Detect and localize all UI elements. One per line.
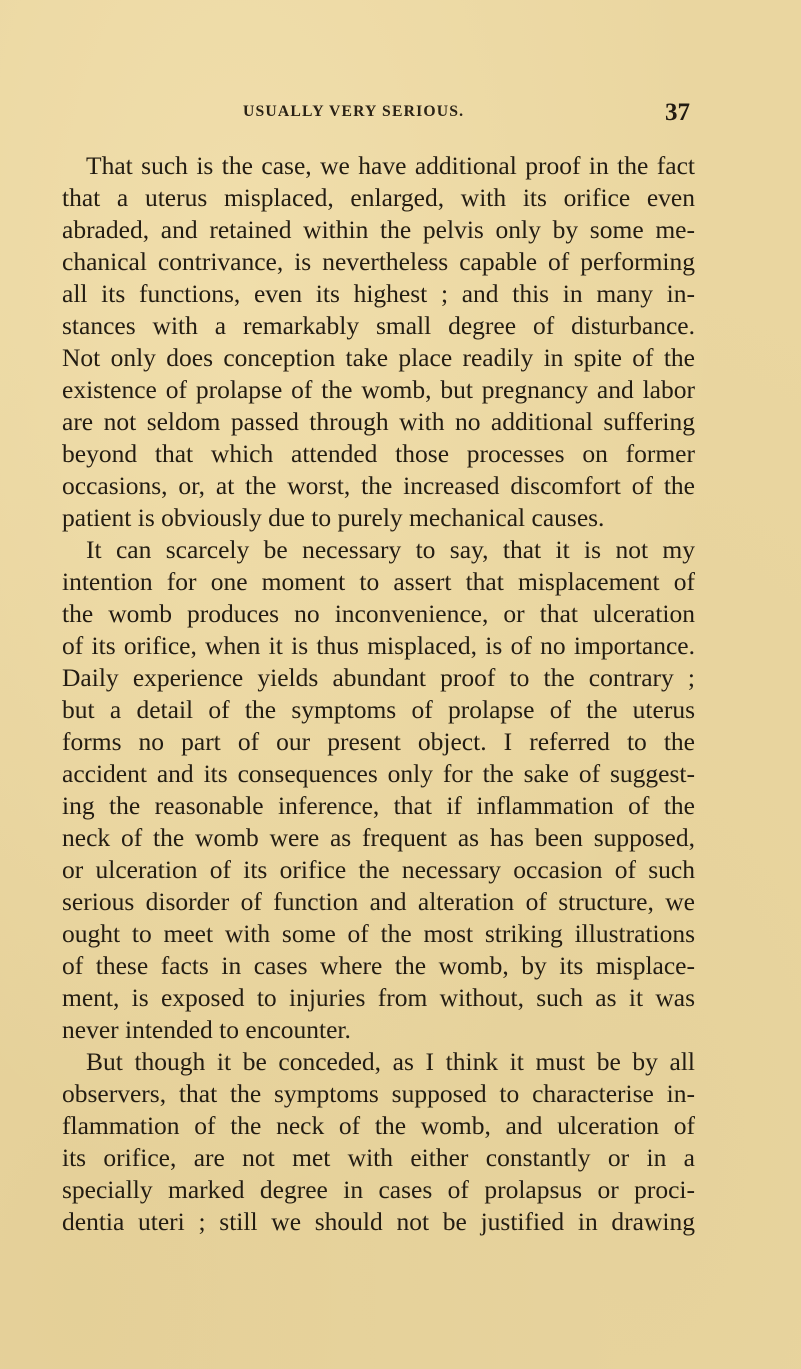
text-line: of its orifice, when it is thus misplaced, is of no importance. — [62, 631, 695, 660]
text-line: forms no part of our present object. I referred to the — [62, 727, 695, 756]
text-line: but a detail of the symptoms of prolapse of the uterus — [62, 695, 695, 724]
text-line: never intended to encounter. — [62, 1015, 351, 1044]
text-line: abraded, and retained within the pelvis only by some me- — [62, 215, 695, 244]
text-line: It can scarcely be necessary to say, that it is not my — [86, 535, 695, 564]
text-line: specially marked degree in cases of prolapsus or proci- — [62, 1175, 695, 1204]
text-line: ought to meet with some of the most striking illustrations — [62, 919, 695, 948]
text-line: its orifice, are not met with either constantly or in a — [62, 1143, 695, 1172]
text-line: that a uterus misplaced, enlarged, with its orifice even — [62, 183, 695, 212]
text-line: of these facts in cases where the womb, by its misplace- — [62, 951, 695, 980]
text-line: all its functions, even its highest ; and this in many in- — [62, 279, 695, 308]
text-line: beyond that which attended those processes on former — [62, 439, 695, 468]
text-line: dentia uteri ; still we should not be justified in drawing — [62, 1207, 695, 1236]
text-line: Not only does conception take place readily in spite of the — [62, 343, 695, 372]
text-line: Daily experience yields abundant proof to the contrary ; — [62, 663, 695, 692]
text-line: intention for one moment to assert that misplacement of — [62, 567, 695, 596]
text-line: chanical contrivance, is nevertheless capable of performing — [62, 247, 695, 276]
text-line: ment, is exposed to injuries from without, such as it was — [62, 983, 695, 1012]
paragraph — [62, 150, 695, 534]
text-line: But though it be conceded, as I think it must be by all — [86, 1047, 695, 1076]
text-line: observers, that the symptoms supposed to characterise in- — [62, 1079, 695, 1108]
page-number: 37 — [665, 99, 690, 126]
text-line: serious disorder of function and alteration of structure, we — [62, 887, 695, 916]
text-line: neck of the womb were as frequent as has been supposed, — [62, 823, 695, 852]
text-line: occasions, or, at the worst, the increased discomfort of the — [62, 471, 695, 500]
text-line: flammation of the neck of the womb, and ulceration of — [62, 1111, 695, 1140]
text-line: stances with a remarkably small degree of disturbance. — [62, 311, 695, 340]
paragraph — [62, 1046, 695, 1238]
body-text — [62, 150, 695, 1238]
text-line: existence of prolapse of the womb, but pregnancy and labor — [62, 375, 695, 404]
running-head: USUALLY VERY SERIOUS. — [243, 103, 465, 120]
text-line: or ulceration of its orifice the necessary occasion of such — [62, 855, 695, 884]
paragraph — [62, 534, 695, 1046]
text-line: are not seldom passed through with no additional suffering — [62, 407, 695, 436]
text-line: the womb produces no inconvenience, or that ulceration — [62, 599, 695, 628]
text-line: That such is the case, we have additional proof in the fact — [86, 151, 695, 180]
text-line: ing the reasonable inference, that if inflammation of the — [62, 791, 695, 820]
text-line: accident and its consequences only for the sake of suggest- — [62, 759, 695, 788]
text-line: patient is obviously due to purely mechanical causes. — [62, 503, 605, 532]
